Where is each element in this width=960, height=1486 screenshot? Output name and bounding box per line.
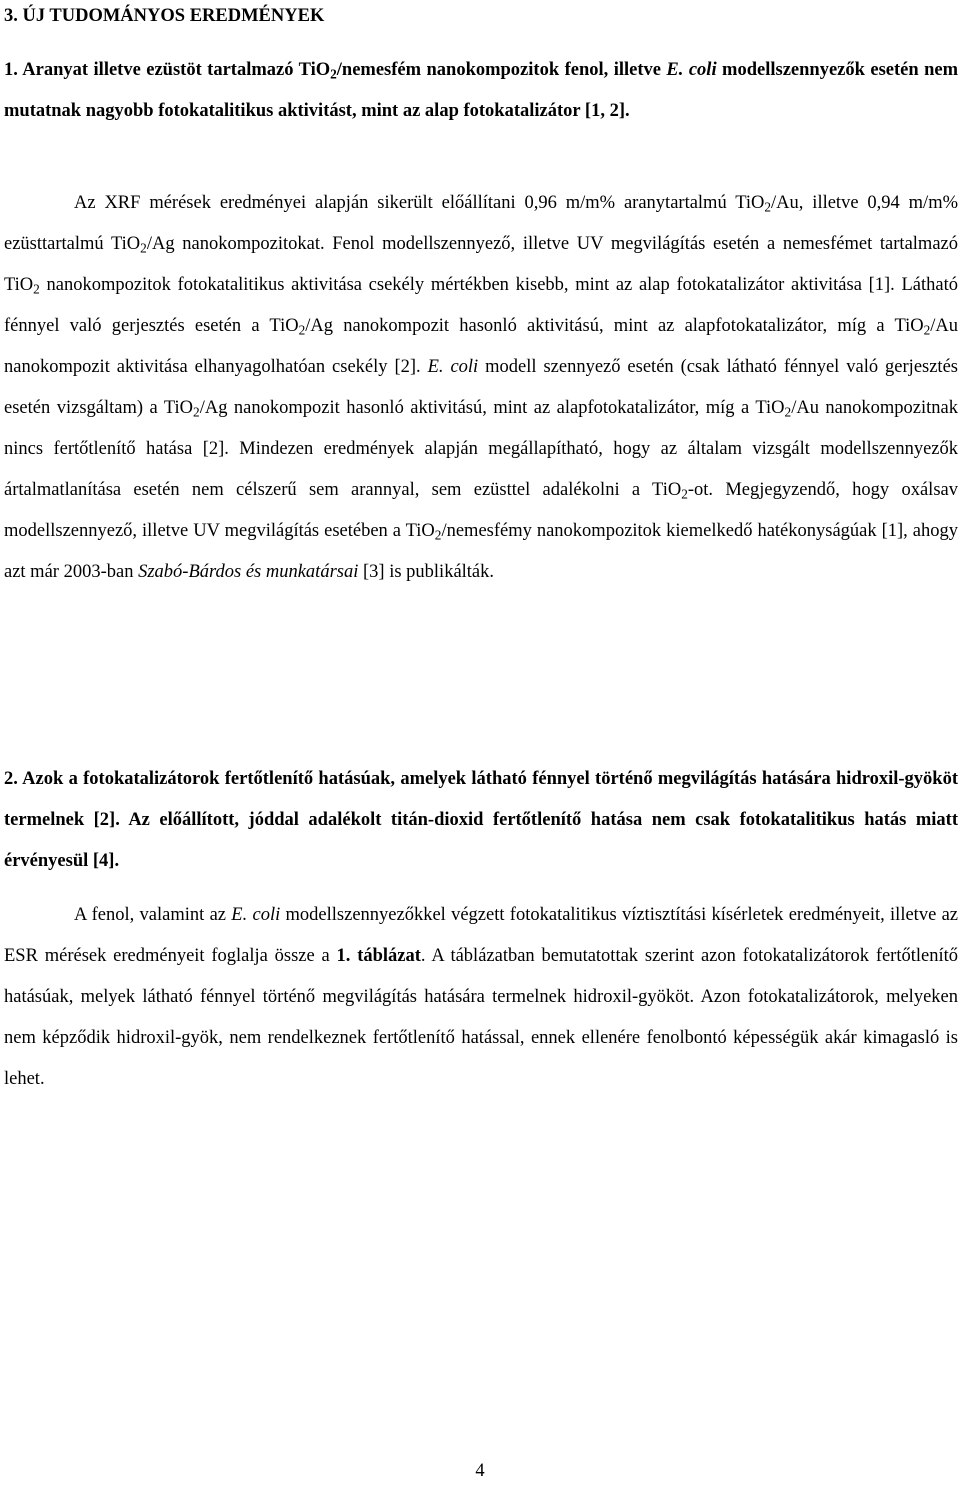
thesis-1-explanation: Az XRF mérések eredményei alapján sikerült előállítani 0,96 m/m% aranytartalmú TiO$_2$/Au, illetve 0,94 m/m% ezüsttartalmú TiO$_2$/Ag nanokompozitokat. Fenol modellszennyező, illetve UV megvilágítás esetén a nemesfémet tartalmazó TiO$_2$ nanokompozitok fotokatalitikus aktivitása csekély mértékben kisebb, mint az alap fotokatalizátor aktivitása [1]. Látható fénnyel való gerjesztés esetén a TiO$_2$/Ag nanokompozit hasonló aktivitású, mint az alapfotokatalizátor, míg a TiO$_2$/Au nanokompozit aktivitása elhanyagolhatóan csekély [2]. E. coli modell szennyező esetén (csak látható fénnyel való gerjesztés esetén vizsgáltam) a TiO$_2$/Ag nanokompozit hasonló aktivitású, mint az alapfotokatalizátor, míg a TiO$_2$/Au nanokompozitnak nincs fertőtlenítő hatása [2]. Mindezen eredmények alapján megállapítható, hogy az általam vizsgált modellszennyezők ártalmatlanítása esetén nem célszerű sem arannyal, sem ezüsttel adalékolni a TiO$_2$-ot. Megjegyzendő, hogy oxálsav modellszennyező, illetve UV megvilágítás esetében a TiO$_2$/nemesfémy nanokompozitok kiemelkedő hatékonyságúak [1], ahogy azt már 2003-ban Szabó-Bárdos és munkatársai [3] is publikálták. bbox=[4, 193, 958, 582]
section-title: 3. ÚJ TUDOMÁNYOS EREDMÉNYEK bbox=[4, 6, 325, 26]
page-number: 4 bbox=[475, 1461, 485, 1481]
thesis-2-explanation: A fenol, valamint az E. coli modellszennyezőkkel végzett fotokatalitikus víztisztítási kísérletek eredményeit, illetve az ESR mérések eredményeit foglalja össze a 1. táblázat. A táblázatban bemutatottak szerint azon fotokatalizátorok fertőtlenítő hatásúak, melyek látható fénnyel történő megvilágítás hatására termelnek hidroxil-gyököt. Azon fotokatalizátorok, melyeken nem képződik hidroxil-gyök, nem rendelkeznek fertőtlenítő hatással, ennek ellenére fenolbontó képességük akár kimagasló is lehet. bbox=[4, 905, 959, 1089]
thesis-1-statement: 1. Aranyat illetve ezüstöt tartalmazó TiO$_2$/nemesfém nanokompozitok fenol, illetve E. coli modellszennyezők esetén nem mutatnak nagyobb fotokatalitikus aktivitást, mint az alap fotokatalizátor [1, 2]. bbox=[4, 60, 959, 121]
thesis-2-statement: 2. Azok a fotokatalizátorok fertőtlenítő hatásúak, amelyek látható fénnyel történő megvilágítás hatására hidroxil-gyököt termelnek [2]. Az előállított, jóddal adalékolt titán-dioxid fertőtlenítő hatása nem csak fotokatalitikus hatás miatt érvényesül [4]. bbox=[4, 769, 958, 871]
